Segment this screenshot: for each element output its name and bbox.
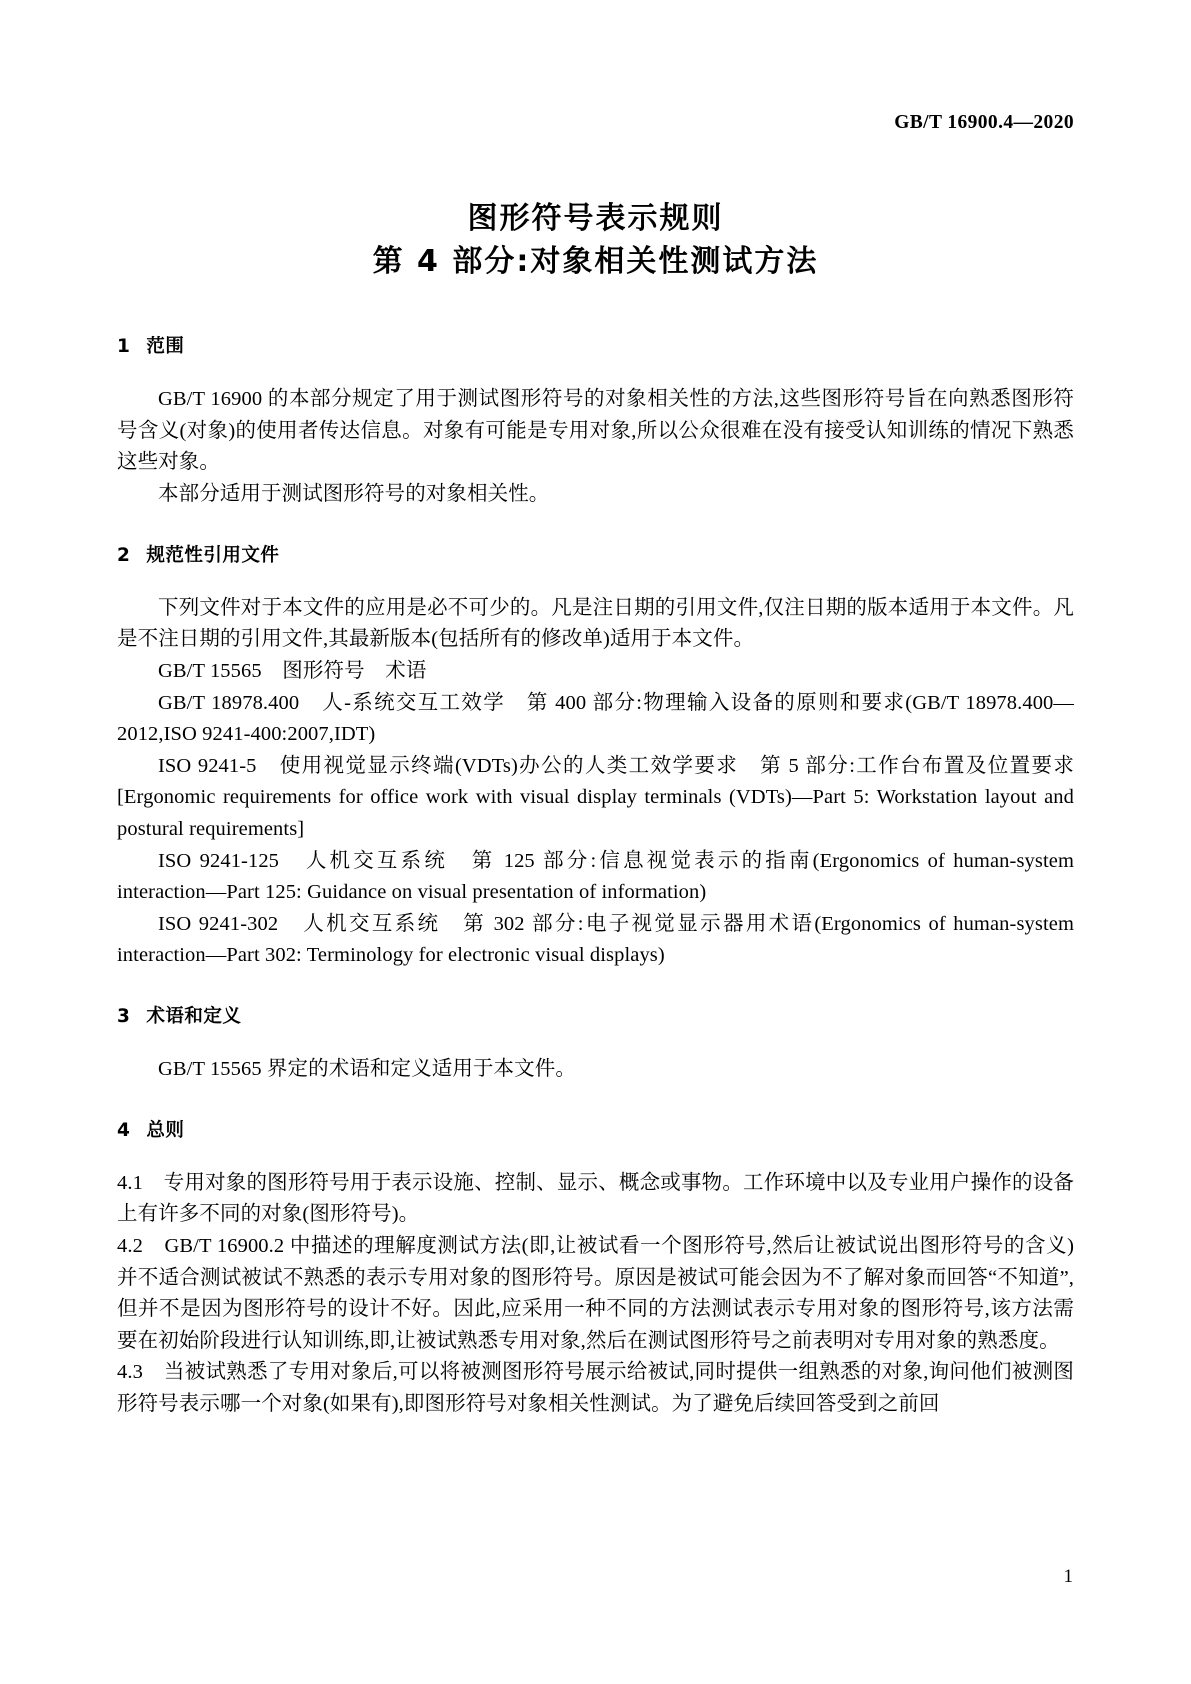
normative-reference-item: ISO 9241-5 使用视觉显示终端(VDTs)办公的人类工效学要求 第 5 部分:工作台布置及位置要求[Ergonomic requirements for office work with visual display terminals (VDTs)—Part 5: Workstation layout and postural requirements] bbox=[117, 754, 1074, 840]
section-title-1: 范围 bbox=[146, 336, 185, 357]
section-1-paragraph-1: GB/T 16900 的本部分规定了用于测试图形符号的对象相关性的方法,这些图形符号旨在向熟悉图形符号含义(对象)的使用者传达信息。对象有可能是专用对象,所以公众很难在没有接受认知训练的情况下熟悉这些对象。 bbox=[117, 388, 1074, 474]
document-title-line-1: 图形符号表示规则 bbox=[467, 201, 724, 236]
clause-text-4-3: 当被试熟悉了专用对象后,可以将被测图形符号展示给被试,同时提供一组熟悉的对象,询问他们被测图形符号表示哪一个对象(如果有),即图形符号对象相关性测试。为了避免后续回答受到之前回 bbox=[117, 1361, 1074, 1415]
section-title-4: 总则 bbox=[146, 1119, 185, 1141]
section-number-3: 3 bbox=[117, 1005, 131, 1027]
section-3-paragraph-1: GB/T 15565 界定的术语和定义适用于本文件。 bbox=[158, 1058, 576, 1081]
normative-reference-item: GB/T 18978.400 人-系统交互工效学 第 400 部分:物理输入设备的原则和要求(GB/T 18978.400—2012,ISO 9241-400:2007,IDT) bbox=[117, 691, 1074, 746]
section-number-1: 1 bbox=[117, 336, 131, 357]
normative-reference-item: GB/T 15565 图形符号 术语 bbox=[158, 659, 427, 682]
section-heading-4 bbox=[117, 1120, 1074, 1142]
clause-text-4-1: 专用对象的图形符号用于表示设施、控制、显示、概念或事物。工作环境中以及专业用户操作的设备上有许多不同的对象(图形符号)。 bbox=[117, 1171, 1074, 1226]
clause-number-4-1: 4.1 bbox=[117, 1171, 143, 1194]
document-title-block bbox=[117, 198, 1074, 283]
section-title-2: 规范性引用文件 bbox=[146, 544, 280, 566]
page-header-standard-number: GB/T 16900.4—2020 bbox=[894, 112, 1074, 133]
clause-text-4-2: GB/T 16900.2 中描述的理解度测试方法(即,让被试看一个图形符号,然后让被试说出图形符号的含义)并不适合测试被试不熟悉的表示专用对象的图形符号。原因是被试可能会因为不了解对象而回答“不知道”,但并不是因为图形符号的设计不好。因此,应采用一种不同的方法测试表示专用对象的图形符号,该方法需要在初始阶段进行认知训练,即,让被试熟悉专用对象,然后在测试图形符号之前表明对专用对象的熟悉度。 bbox=[117, 1235, 1074, 1352]
section-title-3: 术语和定义 bbox=[146, 1005, 242, 1027]
section-heading-3 bbox=[117, 1006, 1074, 1028]
section-1-paragraph-2: 本部分适用于测试图形符号的对象相关性。 bbox=[158, 482, 550, 505]
section-heading-1 bbox=[117, 336, 1074, 358]
page-number: 1 bbox=[1063, 1566, 1073, 1587]
section-2-paragraph-1: 下列文件对于本文件的应用是必不可少的。凡是注日期的引用文件,仅注日期的版本适用于本文件。凡是不注日期的引用文件,其最新版本(包括所有的修改单)适用于本文件。 bbox=[117, 596, 1074, 651]
normative-reference-item: ISO 9241-302 人机交互系统 第 302 部分:电子视觉显示器用术语(Ergonomics of human-system interaction—Part 302: Terminology for electronic visual displays) bbox=[117, 912, 1074, 967]
section-heading-2 bbox=[117, 545, 1074, 567]
section-number-2: 2 bbox=[117, 544, 131, 566]
clause-4-1 bbox=[117, 1168, 1074, 1231]
section-number-4: 4 bbox=[117, 1119, 131, 1141]
clause-number-4-2: 4.2 bbox=[117, 1235, 143, 1258]
clause-number-4-3: 4.3 bbox=[117, 1361, 143, 1384]
clause-4-2 bbox=[117, 1231, 1074, 1357]
normative-reference-item: ISO 9241-125 人机交互系统 第 125 部分:信息视觉表示的指南(Ergonomics of human-system interaction—Part 125: Guidance on visual presentation of information) bbox=[117, 849, 1074, 904]
clause-4-3 bbox=[117, 1357, 1074, 1420]
document-title-line-2: 第 4 部分:对象相关性测试方法 bbox=[372, 243, 819, 279]
document-body bbox=[117, 336, 1074, 1421]
